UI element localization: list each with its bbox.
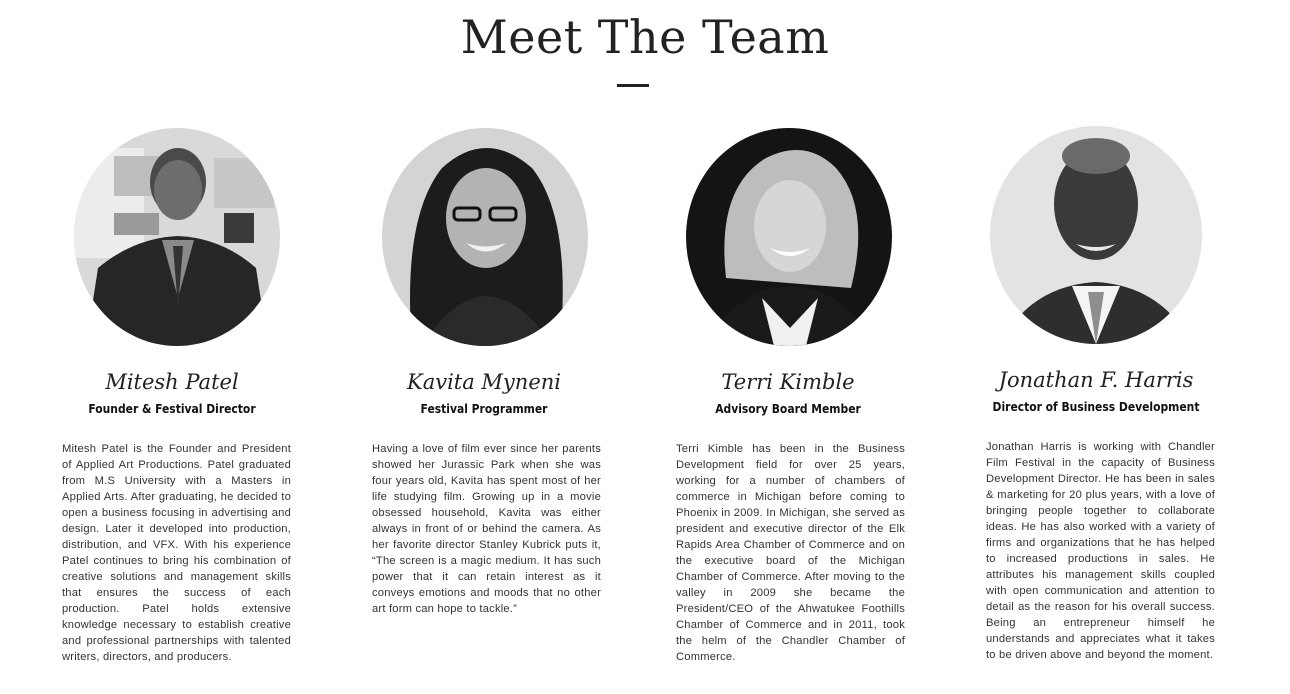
member-bio: Having a love of film ever since her parents showed her Jurassic Park when she was four years old, Kavita has spent most of her life studying film. Growing up in a movie obsessed household, Kavita was either always in front of or behind the camera. As her favorite director Stanley Kubrick puts it, “The screen is a magic medium. It has such power that it can retain interest as it conveys emotions and moods that no other art form can hope to tackle.”	[372, 443, 601, 615]
title-divider	[617, 84, 649, 87]
member-name: Jonathan F. Harris	[998, 368, 1194, 392]
member-role: Advisory Board Member	[715, 401, 861, 416]
member-photo[interactable]	[74, 128, 280, 346]
member-name: Terri Kimble	[721, 370, 855, 394]
member-role: Festival Programmer	[420, 401, 548, 416]
member-role: Director of Business Development	[992, 399, 1200, 414]
member-bio: Jonathan Harris is working with Chandler Film Festival in the capacity of Business Development Director. He has been in sales & marketing for 20 plus years, with a love of bringing people together to collaborate ideas. He has also worked with a variety of firms and organizations that he has helped to increased productions in sales. He attributes his management skills coupled with open communication and attention to detail as the reason for his overall success. Being an entrepreneur himself he understands and appreciates what it takes to be driven above and beyond the moment.	[986, 441, 1215, 661]
member-photo[interactable]	[990, 126, 1202, 344]
member-name: Kavita Myneni	[407, 370, 561, 394]
member-bio: Mitesh Patel is the Founder and President of Applied Art Productions. Patel graduated from M.S University with a Masters in Applied Arts. After graduating, he decided to open a business focusing in advertising and design. Later it developed into production, distribution, and VFX. With his experience Patel continues to bring his combination of creative solutions and management skills that ensures the success of each production. Patel holds extensive knowledge necessary to establish creative and professional partnerships with talented writers, directors, and producers.	[62, 443, 291, 663]
member-bio: Terri Kimble has been in the Business Development field for over 25 years, working for a number of chambers of commerce in Michigan before coming to Phoenix in 2009. In Michigan, she served as president and executive director of the Elk Rapids Area Chamber of Commerce and on the executive board of the Michigan Chamber of Commerce. After moving to the valley in 2009 she became the President/CEO of the Ahwatukee Foothills Chamber of Commerce and in 2011, took the helm of the Chandler Chamber of Commerce.	[676, 443, 905, 663]
member-photo[interactable]	[382, 128, 588, 346]
member-name: Mitesh Patel	[105, 370, 239, 394]
page-title: Meet The Team	[460, 10, 830, 64]
member-photo[interactable]	[686, 128, 892, 346]
member-role: Founder & Festival Director	[88, 401, 256, 416]
